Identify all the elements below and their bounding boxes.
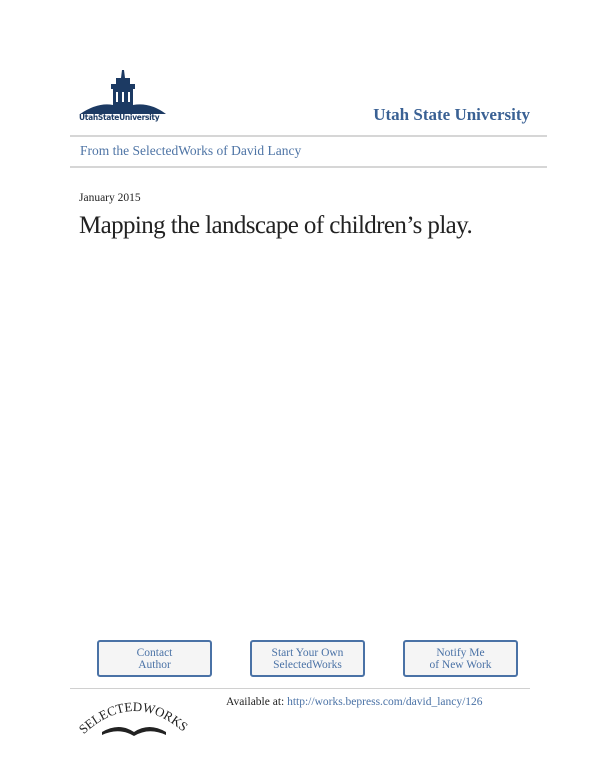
- divider: [70, 688, 530, 689]
- button-label: Author: [138, 658, 171, 671]
- publication-date: January 2015: [79, 192, 141, 204]
- work-url-link[interactable]: http://works.bepress.com/david_lancy/126: [287, 696, 483, 708]
- button-label: of New Work: [429, 658, 492, 671]
- article-title: Mapping the landscape of children’s play.: [79, 212, 473, 239]
- button-label: Notify Me: [436, 646, 485, 659]
- notify-me-button[interactable]: [403, 640, 518, 677]
- button-label: SelectedWorks: [273, 658, 342, 671]
- selectedworks-logo-text: SELECTEDWORKS: [75, 698, 191, 737]
- university-name[interactable]: Utah State University: [373, 105, 530, 124]
- selectedworks-logo: [74, 692, 194, 742]
- available-label: Available at:: [226, 696, 285, 708]
- button-label: Start Your Own: [271, 646, 344, 659]
- usu-logo-text: UtahStateUniversity: [79, 113, 160, 122]
- contact-author-button[interactable]: [97, 640, 212, 677]
- divider: [70, 166, 547, 168]
- selectedworks-author-link[interactable]: From the SelectedWorks of David Lancy: [80, 143, 302, 158]
- start-selectedworks-button[interactable]: [250, 640, 365, 677]
- divider: [70, 135, 547, 137]
- book-icon: [102, 727, 166, 736]
- button-label: Contact: [136, 646, 173, 659]
- available-at: [226, 696, 483, 708]
- svg-text:SELECTEDWORKS: [76, 699, 191, 737]
